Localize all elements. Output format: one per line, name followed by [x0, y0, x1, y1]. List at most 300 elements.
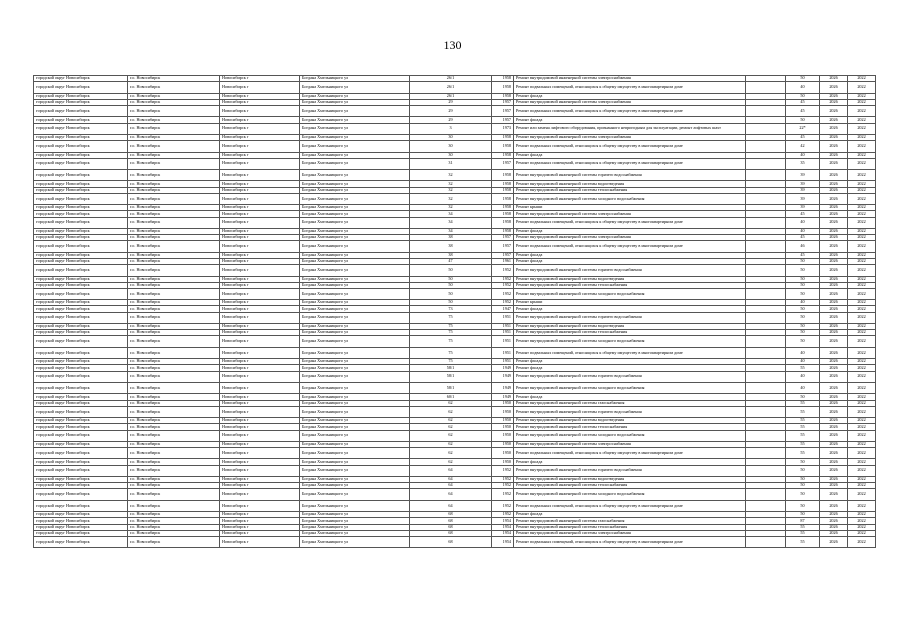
cell-house: 68 — [410, 530, 492, 536]
cell-cost: 50 — [786, 306, 820, 312]
cell-cost: 55 — [786, 524, 820, 530]
cell-locality: Новосибирск г — [220, 123, 300, 134]
cell-plan-year: 2026 — [820, 282, 848, 288]
cell-locality: Новосибирск г — [220, 441, 300, 447]
cell-cost: 45 — [786, 134, 820, 140]
cell-settlement: г.о. Новосибирск — [128, 288, 220, 299]
table-row — [34, 536, 876, 547]
cell-work-type: Ремонт внутридомовой инженерной системы горячего водоснабжения — [514, 465, 746, 476]
cell-work-type: Ремонт фасада — [514, 365, 746, 371]
cell-house: 29 — [410, 117, 492, 123]
cell-build-year: 1952 — [492, 282, 514, 288]
cell-build-year: 1957 — [492, 241, 514, 252]
cell-locality: Новосибирск г — [220, 418, 300, 424]
cell-build-year: 1952 — [492, 483, 514, 489]
cell-cost: 50 — [786, 288, 820, 299]
cell-settlement: г.о. Новосибирск — [128, 170, 220, 181]
cell-work-type: Ремонт подвальных помещений, относящихся к общему имуществу в многоквартирном доме — [514, 448, 746, 459]
cell-work-type: Ремонт подвальных помещений, относящихся к общему имуществу в многоквартирном доме — [514, 241, 746, 252]
cell-plan-year: 2026 — [820, 406, 848, 417]
cell-municipality: городской округ Новосибирск — [34, 181, 128, 187]
cell-cost: 45 — [786, 99, 820, 105]
cell-work-type: Ремонт подвальных помещений, относящихся к общему имуществу в многоквартирном доме — [514, 158, 746, 169]
cell-municipality: городской округ Новосибирск — [34, 152, 128, 158]
table-row — [34, 170, 876, 181]
cell-cost: 50 — [786, 312, 820, 323]
cell-locality: Новосибирск г — [220, 193, 300, 204]
table-row — [34, 312, 876, 323]
cell-settlement: г.о. Новосибирск — [128, 105, 220, 116]
cell-street: Богдана Хмельницкого ул — [300, 211, 410, 217]
cell-work-type: Ремонт фасада — [514, 152, 746, 158]
cell-house: 68 — [410, 518, 492, 524]
cell-cost: 40 — [786, 347, 820, 358]
cell-settlement: г.о. Новосибирск — [128, 530, 220, 536]
cell-work-type: Ремонт фасада — [514, 258, 746, 264]
cell-build-year: 1958 — [492, 205, 514, 211]
cell-work-type: Ремонт внутридомовой инженерной системы холодного водоснабжения — [514, 288, 746, 299]
cell-build-year: 1954 — [492, 524, 514, 530]
cell-build-year: 1958 — [492, 170, 514, 181]
cell-settlement: г.о. Новосибирск — [128, 312, 220, 323]
cell-municipality: городской округ Новосибирск — [34, 465, 128, 476]
cell-locality: Новосибирск г — [220, 265, 300, 276]
cell-house: 26/1 — [410, 93, 492, 99]
cell-municipality: городской округ Новосибирск — [34, 518, 128, 524]
cell-locality: Новосибирск г — [220, 406, 300, 417]
cell-build-year: 1952 — [492, 500, 514, 511]
cell-street: Богдана Хмельницкого ул — [300, 205, 410, 211]
cell-base-year: 2022 — [848, 187, 876, 193]
cell-settlement: г.о. Новосибирск — [128, 181, 220, 187]
cell-settlement: г.о. Новосибирск — [128, 252, 220, 258]
cell-cost: 55 — [786, 441, 820, 447]
cell-work-type: Ремонт внутридомовой инженерной системы электроснабжения — [514, 530, 746, 536]
cell-work-type: Ремонт фасада — [514, 93, 746, 99]
cell-build-year: 1951 — [492, 312, 514, 323]
cell-street: Богдана Хмельницкого ул — [300, 217, 410, 228]
cell-plan-year: 2026 — [820, 241, 848, 252]
cell-build-year: 1957 — [492, 105, 514, 116]
cell-build-year: 1949 — [492, 382, 514, 393]
cell-locality: Новосибирск г — [220, 459, 300, 465]
cell-work-type: Ремонт подвальных помещений, относящихся к общему имуществу в многоквартирном доме — [514, 82, 746, 93]
cell-house: 62 — [410, 424, 492, 430]
cell-house: 64 — [410, 477, 492, 483]
cell-cost: 40 — [786, 217, 820, 228]
cell-base-year: 2022 — [848, 265, 876, 276]
cell-plan-year: 2026 — [820, 158, 848, 169]
cell-base-year: 2022 — [848, 500, 876, 511]
cell-locality: Новосибирск г — [220, 105, 300, 116]
cell-cost: 50 — [786, 394, 820, 400]
cell-cost: 46 — [786, 241, 820, 252]
cell-base-year: 2022 — [848, 300, 876, 306]
cell-street: Богдана Хмельницкого ул — [300, 306, 410, 312]
cell-plan-year: 2026 — [820, 394, 848, 400]
cell-plan-year: 2026 — [820, 193, 848, 204]
cell-plan-year: 2026 — [820, 141, 848, 152]
cell-street: Богдана Хмельницкого ул — [300, 93, 410, 99]
cell-base-year: 2022 — [848, 134, 876, 140]
cell-work-type: Ремонт внутридомовой инженерной системы холодного водоснабжения — [514, 489, 746, 500]
cell-street: Богдана Хмельницкого ул — [300, 465, 410, 476]
cell-build-year: 1958 — [492, 193, 514, 204]
cell-work-type: Ремонт внутридомовой инженерной системы холодного водоснабжения — [514, 193, 746, 204]
cell-municipality: городской округ Новосибирск — [34, 477, 128, 483]
cell-house: 34 — [410, 217, 492, 228]
table-row — [34, 265, 876, 276]
cell-municipality: городской округ Новосибирск — [34, 359, 128, 365]
cell-cost: 40 — [786, 371, 820, 382]
cell-locality: Новосибирск г — [220, 306, 300, 312]
cell-house: 64 — [410, 483, 492, 489]
cell-build-year: 1952 — [492, 276, 514, 282]
cell-municipality: городской округ Новосибирск — [34, 205, 128, 211]
cell-work-type: Ремонт подвальных помещений, относящихся к общему имуществу в многоквартирном доме — [514, 141, 746, 152]
cell-settlement: г.о. Новосибирск — [128, 518, 220, 524]
cell-plan-year: 2026 — [820, 276, 848, 282]
cell-plan-year: 2026 — [820, 530, 848, 536]
cell-settlement: г.о. Новосибирск — [128, 524, 220, 530]
cell-settlement: г.о. Новосибирск — [128, 241, 220, 252]
cell-house: 31 — [410, 158, 492, 169]
cell-house: 30 — [410, 152, 492, 158]
table-row — [34, 217, 876, 228]
cell-house: 73 — [410, 306, 492, 312]
cell-street: Богдана Хмельницкого ул — [300, 489, 410, 500]
cell-cost: 40 — [786, 359, 820, 365]
cell-locality: Новосибирск г — [220, 536, 300, 547]
cell-house: 38 — [410, 241, 492, 252]
cell-settlement: г.о. Новосибирск — [128, 76, 220, 82]
cell-plan-year: 2026 — [820, 536, 848, 547]
cell-cost: 50 — [786, 324, 820, 330]
cell-plan-year: 2026 — [820, 459, 848, 465]
cell-plan-year: 2026 — [820, 441, 848, 447]
cell-base-year: 2022 — [848, 359, 876, 365]
cell-build-year: 1950 — [492, 406, 514, 417]
cell-locality: Новосибирск г — [220, 477, 300, 483]
cell-work-type: Ремонт фасада — [514, 359, 746, 365]
cell-municipality: городской округ Новосибирск — [34, 312, 128, 323]
cell-work-type: Ремонт внутридомовой инженерной системы холодного водоснабжения — [514, 430, 746, 441]
cell-settlement: г.о. Новосибирск — [128, 152, 220, 158]
cell-locality: Новосибирск г — [220, 500, 300, 511]
cell-build-year: 1954 — [492, 530, 514, 536]
cell-street: Богдана Хмельницкого ул — [300, 99, 410, 105]
cell-municipality: городской округ Новосибирск — [34, 336, 128, 347]
cell-municipality: городской округ Новосибирск — [34, 430, 128, 441]
cell-plan-year: 2026 — [820, 483, 848, 489]
cell-base-year: 2022 — [848, 465, 876, 476]
cell-base-year: 2022 — [848, 288, 876, 299]
cell-cost: 50 — [786, 512, 820, 518]
cell-cost: 50 — [786, 276, 820, 282]
cell-blank — [746, 406, 786, 417]
cell-street: Богдана Хмельницкого ул — [300, 365, 410, 371]
cell-build-year: 1954 — [492, 518, 514, 524]
cell-cost: 55 — [786, 365, 820, 371]
cell-street: Богдана Хмельницкого ул — [300, 518, 410, 524]
cell-settlement: г.о. Новосибирск — [128, 536, 220, 547]
cell-blank — [746, 536, 786, 547]
cell-locality: Новосибирск г — [220, 282, 300, 288]
cell-house: 62 — [410, 430, 492, 441]
cell-work-type: Ремонт фасада — [514, 229, 746, 235]
cell-settlement: г.о. Новосибирск — [128, 489, 220, 500]
cell-build-year: 1957 — [492, 252, 514, 258]
cell-settlement: г.о. Новосибирск — [128, 217, 220, 228]
cell-street: Богдана Хмельницкого ул — [300, 117, 410, 123]
cell-build-year: 1952 — [492, 300, 514, 306]
table-row — [34, 241, 876, 252]
cell-work-type: Ремонт фасада — [514, 459, 746, 465]
cell-base-year: 2022 — [848, 117, 876, 123]
cell-locality: Новосибирск г — [220, 518, 300, 524]
cell-municipality: городской округ Новосибирск — [34, 365, 128, 371]
cell-cost: 50 — [786, 265, 820, 276]
cell-locality: Новосибирск г — [220, 229, 300, 235]
cell-house: 50 — [410, 276, 492, 282]
cell-house: 29 — [410, 99, 492, 105]
cell-build-year: 1958 — [492, 211, 514, 217]
cell-street: Богдана Хмельницкого ул — [300, 241, 410, 252]
cell-house: 75 — [410, 324, 492, 330]
cell-build-year: 1950 — [492, 418, 514, 424]
cell-municipality: городской округ Новосибирск — [34, 483, 128, 489]
cell-house: 26/1 — [410, 76, 492, 82]
cell-blank — [746, 288, 786, 299]
cell-cost: 50 — [786, 330, 820, 336]
cell-settlement: г.о. Новосибирск — [128, 93, 220, 99]
cell-blank — [746, 430, 786, 441]
cell-work-type: Ремонт внутридомовой инженерной системы холодного водоснабжения — [514, 382, 746, 393]
cell-plan-year: 2026 — [820, 82, 848, 93]
cell-build-year: 1950 — [492, 448, 514, 459]
cell-work-type: Ремонт подвальных помещений, относящихся к общему имуществу в многоквартирном доме — [514, 536, 746, 547]
cell-locality: Новосибирск г — [220, 152, 300, 158]
cell-work-type: Ремонт внутридомовой инженерной системы электроснабжения — [514, 99, 746, 105]
cell-blank — [746, 265, 786, 276]
cell-build-year: 1952 — [492, 489, 514, 500]
cell-build-year: 1958 — [492, 134, 514, 140]
cell-settlement: г.о. Новосибирск — [128, 424, 220, 430]
cell-build-year: 1950 — [492, 424, 514, 430]
cell-base-year: 2022 — [848, 424, 876, 430]
cell-street: Богдана Хмельницкого ул — [300, 406, 410, 417]
cell-settlement: г.о. Новосибирск — [128, 205, 220, 211]
cell-cost: 39 — [786, 181, 820, 187]
cell-municipality: городской округ Новосибирск — [34, 324, 128, 330]
cell-plan-year: 2026 — [820, 524, 848, 530]
cell-work-type: Ремонт внутридомовой инженерной системы горячего водоснабжения — [514, 406, 746, 417]
cell-base-year: 2022 — [848, 441, 876, 447]
cell-street: Богдана Хмельницкого ул — [300, 170, 410, 181]
cell-street: Богдана Хмельницкого ул — [300, 105, 410, 116]
cell-settlement: г.о. Новосибирск — [128, 459, 220, 465]
cell-house: 30 — [410, 141, 492, 152]
cell-blank — [746, 170, 786, 181]
cell-house: 75 — [410, 312, 492, 323]
cell-municipality: городской округ Новосибирск — [34, 459, 128, 465]
repair-register-table — [33, 75, 876, 548]
cell-house: 34 — [410, 211, 492, 217]
cell-plan-year: 2026 — [820, 117, 848, 123]
cell-plan-year: 2026 — [820, 324, 848, 330]
cell-settlement: г.о. Новосибирск — [128, 347, 220, 358]
cell-plan-year: 2026 — [820, 229, 848, 235]
cell-street: Богдана Хмельницкого ул — [300, 424, 410, 430]
cell-cost: 55 — [786, 406, 820, 417]
cell-house: 50 — [410, 265, 492, 276]
cell-house: 75 — [410, 330, 492, 336]
cell-street: Богдана Хмельницкого ул — [300, 371, 410, 382]
cell-house: 62 — [410, 418, 492, 424]
cell-cost: 50 — [786, 489, 820, 500]
cell-street: Богдана Хмельницкого ул — [300, 400, 410, 406]
cell-work-type: Ремонт внутридомовой инженерной системы водоотведения — [514, 276, 746, 282]
cell-base-year: 2022 — [848, 536, 876, 547]
cell-settlement: г.о. Новосибирск — [128, 330, 220, 336]
cell-base-year: 2022 — [848, 418, 876, 424]
cell-street: Богдана Хмельницкого ул — [300, 459, 410, 465]
cell-build-year: 1958 — [492, 141, 514, 152]
cell-settlement: г.о. Новосибирск — [128, 235, 220, 241]
cell-plan-year: 2026 — [820, 489, 848, 500]
cell-street: Богдана Хмельницкого ул — [300, 258, 410, 264]
cell-plan-year: 2026 — [820, 365, 848, 371]
cell-settlement: г.о. Новосибирск — [128, 276, 220, 282]
page-number: 130 — [443, 38, 462, 52]
cell-work-type: Ремонт подвальных помещений, относящихся к общему имуществу в многоквартирном доме — [514, 217, 746, 228]
cell-build-year: 1947 — [492, 306, 514, 312]
cell-locality: Новосибирск г — [220, 359, 300, 365]
cell-municipality: городской округ Новосибирск — [34, 394, 128, 400]
cell-house: 64 — [410, 489, 492, 500]
cell-locality: Новосибирск г — [220, 241, 300, 252]
cell-base-year: 2022 — [848, 258, 876, 264]
cell-house: 58/1 — [410, 382, 492, 393]
cell-house: 62 — [410, 459, 492, 465]
cell-street: Богдана Хмельницкого ул — [300, 330, 410, 336]
cell-street: Богдана Хмельницкого ул — [300, 288, 410, 299]
cell-street: Богдана Хмельницкого ул — [300, 483, 410, 489]
cell-build-year: 1954 — [492, 536, 514, 547]
cell-municipality: городской округ Новосибирск — [34, 265, 128, 276]
cell-house: 75 — [410, 359, 492, 365]
cell-build-year: 1950 — [492, 441, 514, 447]
cell-base-year: 2022 — [848, 489, 876, 500]
cell-base-year: 2022 — [848, 282, 876, 288]
cell-build-year: 1958 — [492, 152, 514, 158]
table-row — [34, 406, 876, 417]
cell-house: 3 — [410, 123, 492, 134]
cell-cost: 55 — [786, 400, 820, 406]
cell-municipality: городской округ Новосибирск — [34, 235, 128, 241]
cell-base-year: 2022 — [848, 518, 876, 524]
cell-house: 62 — [410, 400, 492, 406]
cell-base-year: 2022 — [848, 211, 876, 217]
cell-base-year: 2022 — [848, 336, 876, 347]
cell-work-type: Ремонт фасада — [514, 394, 746, 400]
cell-work-type: Ремонт подвальных помещений, относящихся к общему имуществу в многоквартирном доме — [514, 500, 746, 511]
cell-settlement: г.о. Новосибирск — [128, 406, 220, 417]
cell-settlement: г.о. Новосибирск — [128, 382, 220, 393]
cell-locality: Новосибирск г — [220, 300, 300, 306]
cell-house: 47 — [410, 258, 492, 264]
cell-base-year: 2022 — [848, 82, 876, 93]
cell-street: Богдана Хмельницкого ул — [300, 193, 410, 204]
cell-cost: 55 — [786, 536, 820, 547]
cell-settlement: г.о. Новосибирск — [128, 441, 220, 447]
table-row — [34, 347, 876, 358]
cell-settlement: г.о. Новосибирск — [128, 300, 220, 306]
cell-house: 75 — [410, 336, 492, 347]
cell-house: 32 — [410, 193, 492, 204]
cell-locality: Новосибирск г — [220, 93, 300, 99]
cell-cost: 50 — [786, 483, 820, 489]
cell-work-type: Ремонт внутридомовой инженерной системы горячего водоснабжения — [514, 312, 746, 323]
cell-blank — [746, 82, 786, 93]
cell-build-year: 1958 — [492, 82, 514, 93]
cell-plan-year: 2026 — [820, 430, 848, 441]
cell-settlement: г.о. Новосибирск — [128, 82, 220, 93]
cell-house: 29 — [410, 105, 492, 116]
cell-blank — [746, 371, 786, 382]
cell-municipality: городской округ Новосибирск — [34, 158, 128, 169]
cell-settlement: г.о. Новосибирск — [128, 365, 220, 371]
cell-municipality: городской округ Новосибирск — [34, 187, 128, 193]
cell-work-type: Ремонт внутридомовой инженерной системы горячего водоснабжения — [514, 371, 746, 382]
cell-work-type: Ремонт внутридомовой инженерной системы теплоснабжения — [514, 483, 746, 489]
cell-house: 32 — [410, 181, 492, 187]
table-row — [34, 430, 876, 441]
cell-municipality: городской округ Новосибирск — [34, 530, 128, 536]
cell-plan-year: 2026 — [820, 371, 848, 382]
cell-base-year: 2022 — [848, 181, 876, 187]
cell-locality: Новосибирск г — [220, 324, 300, 330]
cell-build-year: 1951 — [492, 324, 514, 330]
cell-plan-year: 2026 — [820, 152, 848, 158]
cell-street: Богдана Хмельницкого ул — [300, 382, 410, 393]
cell-locality: Новосибирск г — [220, 430, 300, 441]
cell-locality: Новосибирск г — [220, 82, 300, 93]
cell-municipality: городской округ Новосибирск — [34, 217, 128, 228]
cell-street: Богдана Хмельницкого ул — [300, 536, 410, 547]
cell-street: Богдана Хмельницкого ул — [300, 394, 410, 400]
cell-house: 60/1 — [410, 394, 492, 400]
cell-street: Богдана Хмельницкого ул — [300, 500, 410, 511]
cell-plan-year: 2026 — [820, 312, 848, 323]
cell-work-type: Ремонт внутридомовой инженерной системы электроснабжения — [514, 211, 746, 217]
cell-municipality: городской округ Новосибирск — [34, 448, 128, 459]
cell-cost: 42 — [786, 141, 820, 152]
table-row — [34, 141, 876, 152]
table-row — [34, 336, 876, 347]
cell-locality: Новосибирск г — [220, 76, 300, 82]
cell-municipality: городской округ Новосибирск — [34, 371, 128, 382]
cell-locality: Новосибирск г — [220, 465, 300, 476]
cell-settlement: г.о. Новосибирск — [128, 158, 220, 169]
cell-settlement: г.о. Новосибирск — [128, 448, 220, 459]
cell-settlement: г.о. Новосибирск — [128, 477, 220, 483]
cell-blank — [746, 217, 786, 228]
cell-build-year: 1952 — [492, 465, 514, 476]
cell-blank — [746, 241, 786, 252]
cell-build-year: 1951 — [492, 330, 514, 336]
cell-base-year: 2022 — [848, 371, 876, 382]
